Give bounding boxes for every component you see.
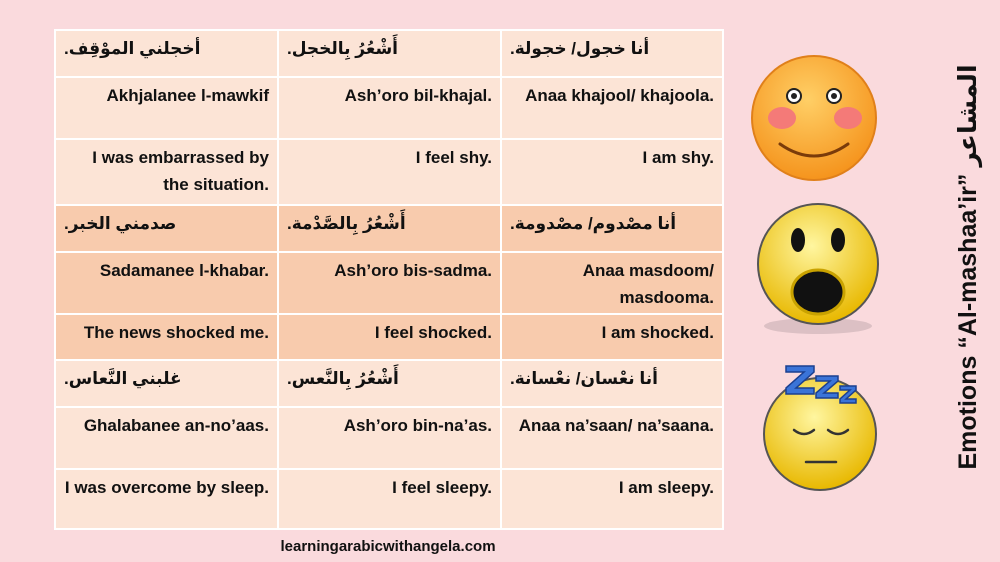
- table-cell-translit: Ash’oro bis-sadma.: [278, 252, 501, 314]
- table-cell-arabic: أنا خجول/ خجولة.: [501, 30, 723, 77]
- shocked-face-icon: [752, 200, 884, 338]
- table-cell-translit: Sadamanee l-khabar.: [55, 252, 278, 314]
- table-row: [55, 30, 723, 77]
- table-row: [55, 314, 723, 360]
- table-cell-translit: Anaa na’saan/ na’saana.: [501, 407, 723, 469]
- table-cell-arabic: أخجلني الموْقِف.: [55, 30, 278, 77]
- table-cell-translit: Anaa masdoom/ masdooma.: [501, 252, 723, 314]
- table-cell-arabic: أَشْعُرُ بِالنَّعس.: [278, 360, 501, 407]
- table-cell-translit: Ash’oro bil-khajal.: [278, 77, 501, 139]
- table-cell-english: I am shocked.: [501, 314, 723, 360]
- vocabulary-table: [54, 29, 724, 530]
- table-cell-translit: Akhjalanee l-mawkif: [55, 77, 278, 139]
- table-row: [55, 77, 723, 139]
- table-cell-arabic: أَشْعُرُ بِالخجل.: [278, 30, 501, 77]
- sleeping-face-icon: [758, 358, 882, 492]
- table-row: [55, 252, 723, 314]
- page-title: Emotions “Al-mashaa’ir” المشاعر: [954, 64, 982, 470]
- website-footer: learningarabicwithangela.com: [280, 538, 496, 555]
- table-cell-english: The news shocked me.: [55, 314, 278, 360]
- table-cell-translit: Ghalabanee an-no’aas.: [55, 407, 278, 469]
- table-cell-english: I was overcome by sleep.: [55, 469, 278, 529]
- table-cell-arabic: أنا نعْسان/ نعْسانة.: [501, 360, 723, 407]
- table-row: [55, 205, 723, 252]
- table-cell-arabic: غلبني النَّعاس.: [55, 360, 278, 407]
- table-cell-english: I feel sleepy.: [278, 469, 501, 529]
- table-cell-translit: Ash’oro bin-na’as.: [278, 407, 501, 469]
- table-cell-english: I am sleepy.: [501, 469, 723, 529]
- table-cell-arabic: أنا مصْدوم/ مصْدومة.: [501, 205, 723, 252]
- table-row: [55, 469, 723, 529]
- smiling-blushing-face-icon: [750, 50, 878, 186]
- table-cell-english: I feel shy.: [278, 139, 501, 205]
- table-cell-english: I was embarrassed by the situation.: [55, 139, 278, 205]
- table-cell-arabic: صدمني الخبر.: [55, 205, 278, 252]
- table-cell-english: I feel shocked.: [278, 314, 501, 360]
- table-row: [55, 407, 723, 469]
- table-row: [55, 360, 723, 407]
- table-cell-arabic: أَشْعُرُ بِالصَّدْمة.: [278, 205, 501, 252]
- table-cell-english: I am shy.: [501, 139, 723, 205]
- table-cell-translit: Anaa khajool/ khajoola.: [501, 77, 723, 139]
- table-row: [55, 139, 723, 205]
